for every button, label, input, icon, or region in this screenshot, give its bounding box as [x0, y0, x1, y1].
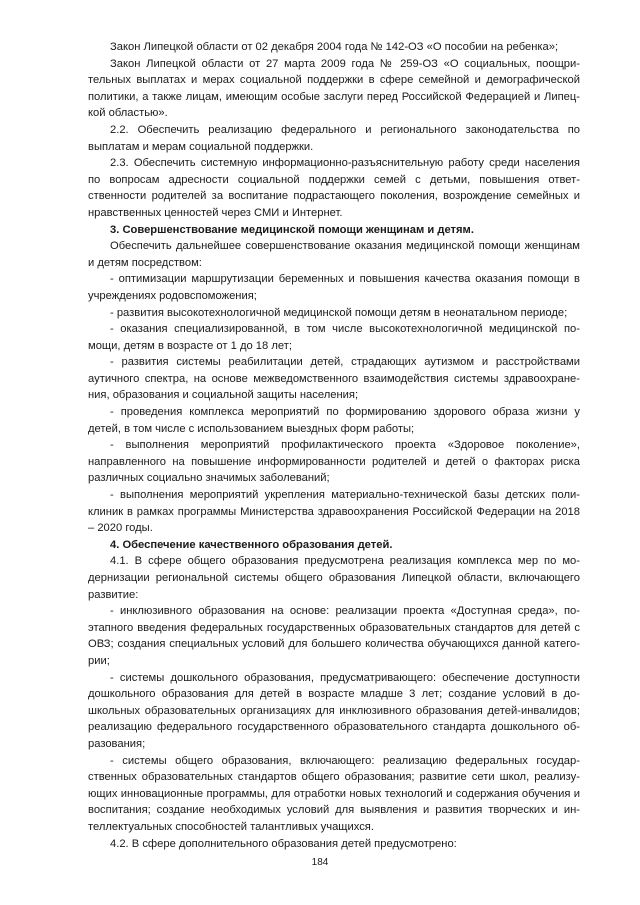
list-item: - развития системы реабилитации детей, страдающих аутизмом и расстройствами аутичного спектра, на основе межведомственного взаимодействия системы здравоохранения, образования и социальной защиты населения;: [88, 356, 580, 402]
paragraph: 2.3. Обеспечить системную информационно-разъяснительную работу среди населения по вопросам адресности социальной поддержки семей с детьми, повышения ответственности родителей за воспитание подрастающего поколения, возрождение семейных и нравственных ценностей через СМИ и Интернет.: [88, 157, 580, 219]
section-heading: 4. Обеспечение качественного образования детей.: [110, 538, 393, 551]
list-item: - выполнения мероприятий профилактического проекта «Здоровое поколение», направленного на повышение информированности родителей и детей о факторах риска различных социально значимых заболеваний;: [88, 439, 580, 485]
list-item: - проведения комплекса мероприятий по формированию здорового образа жизни у детей, в том числе с использованием выездных форм работы;: [88, 406, 580, 435]
page-number: 184: [311, 857, 329, 868]
paragraph: Обеспечить дальнейшее совершенствование оказания медицинской помощи женщинам и детям посредством:: [88, 240, 580, 269]
list-item: - оказания специализированной, в том числе высокотехнологичной медицинской помощи, детям в возрасте от 1 до 18 лет;: [88, 323, 580, 352]
section-heading: 3. Совершенствование медицинской помощи женщинам и детям.: [110, 223, 474, 236]
list-item: - оптимизации маршрутизации беременных и повышения качества оказания помощи в учреждениях родовспоможения;: [88, 273, 580, 302]
paragraph: 4.2. В сфере дополнительного образования детей предусмотрено:: [110, 837, 457, 850]
paragraph: Закон Липецкой области от 27 марта 2009 года № 259-ОЗ «О социальных, поощрительных выплатах и мерах социальной поддержки в сфере семейной и демографической политики, а также лицам, имеющим особые заслуги перед Российской Федерацией и Липецкой областью».: [88, 57, 580, 120]
list-item: - развития высокотехнологичной медицинской помощи детям в неонатальном периоде;: [110, 306, 568, 319]
list-item: - системы общего образования, включающего: реализацию федеральных государственных образовательных стандартов общего образования; развитие сети школ, реализующих инновационные программы, для отработки новых технологий и содержания обучения и воспитания; создание необходимых условий для выявления и развития творческих и интеллектуальных способностей талантливых учащихся.: [88, 754, 580, 833]
paragraph: Закон Липецкой области от 02 декабря 2004 года № 142-ОЗ «О пособии на ребенка»;: [110, 41, 559, 53]
paragraph: 4.1. В сфере общего образования предусмотрена реализация комплекса мер по модернизации региональной системы общего образования Липецкой области, включающего развитие:: [88, 555, 580, 601]
list-item: - системы дошкольного образования, предусматривающего: обеспечение доступности дошкольного образования для детей в возрасте младше 3 лет; создание условий в дошкольных образовательных организациях для инклюзивного образования детей-инвалидов; реализацию федерального государственного образовательного стандарта дошкольного образования;: [88, 671, 580, 750]
list-item: - инклюзивного образования на основе: реализации проекта «Доступная среда», поэтапного введения федеральных государственных образовательных стандартов для детей с ОВЗ; создания специальных условий для большего количества обучающихся данной категории;: [88, 605, 580, 667]
document-body: [88, 39, 580, 852]
list-item: - выполнения мероприятий укрепления материально-технической базы детских поликлиник в рамках программы Министерства здравоохранения Российской Федерации на 2018 – 2020 годы.: [88, 489, 580, 535]
paragraph: 2.2. Обеспечить реализацию федерального и регионального законодательства по выплатам и мерам социальной поддержки.: [88, 123, 580, 153]
